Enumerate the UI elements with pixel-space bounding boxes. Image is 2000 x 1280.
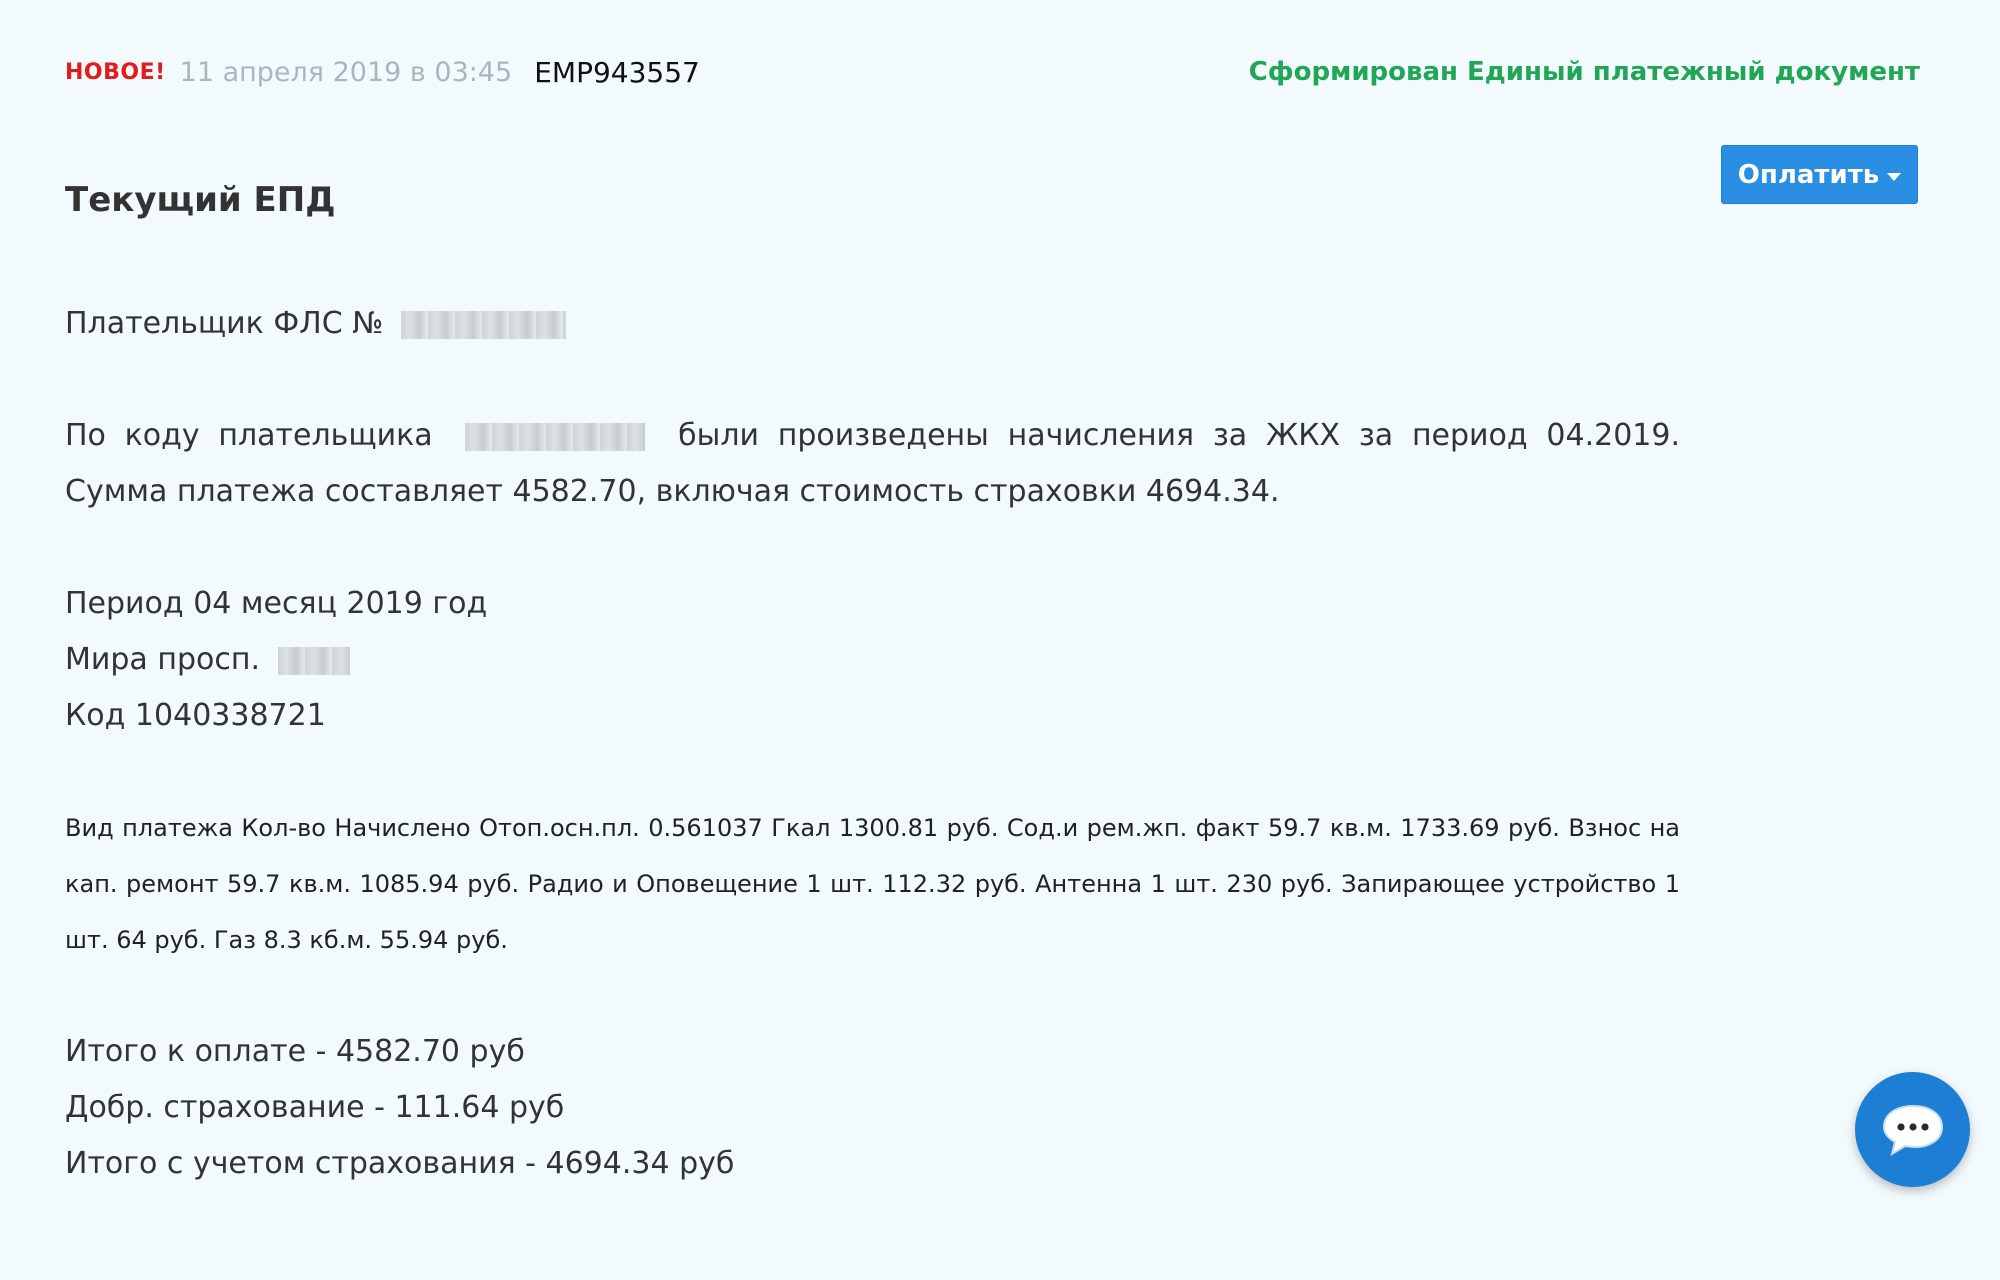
redacted-account-number [401,311,566,339]
charge-suffix: были произведены начисления за ЖКХ за период 04.2019. Сумма платежа составляет 4582.70, включая стоимость страховки 4694.34. [65,418,1680,509]
payer-label: Плательщик ФЛС № [65,306,384,341]
new-badge: НОВОЕ! [65,59,166,85]
chat-button[interactable] [1855,1072,1970,1187]
period-line: Период 04 месяц 2019 год [65,586,488,621]
message-header [65,52,1920,92]
address-text: Мира просп. [65,642,260,677]
insurance-amount: Добр. страхование - 111.64 руб [65,1090,565,1125]
caret-down-icon [1887,173,1901,181]
charge-paragraph [65,408,1680,520]
charge-prefix: По коду плательщика [65,418,433,453]
pay-button[interactable] [1721,145,1918,204]
code-line: Код 1040338721 [65,698,326,733]
total-due: Итого к оплате - 4582.70 руб [65,1034,525,1069]
address-line [65,632,1680,688]
message-timestamp: 11 апреля 2019 в 03:45 [179,56,513,88]
document-content [65,170,1680,1192]
redacted-address [278,647,350,675]
message-id: EMP943557 [534,55,700,89]
chat-bubble-icon [1880,1100,1946,1160]
pay-button-label: Оплатить [1737,159,1880,190]
payer-account [65,296,1680,352]
total-with-insurance: Итого с учетом страхования - 4694.34 руб [65,1146,735,1181]
page-title: Текущий ЕПД [65,180,336,220]
redacted-payer-code [465,423,645,451]
totals-block [65,1024,1680,1192]
period-block [65,576,1680,744]
status-text: Сформирован Единый платежный документ [1248,57,1920,87]
payment-details: Вид платежа Кол-во Начислено Отоп.осн.пл. 0.561037 Гкал 1300.81 руб. Сод.и рем.жп. факт 59.7 кв.м. 1733.69 руб. Взнос на кап. ремонт 59.7 кв.м. 1085.94 руб. Радио и Оповещение 1 шт. 112.32 руб. Антенна 1 шт. 230 руб. Запирающее устройство 1 шт. 64 руб. Газ 8.3 кб.м. 55.94 руб. [65,814,1680,954]
